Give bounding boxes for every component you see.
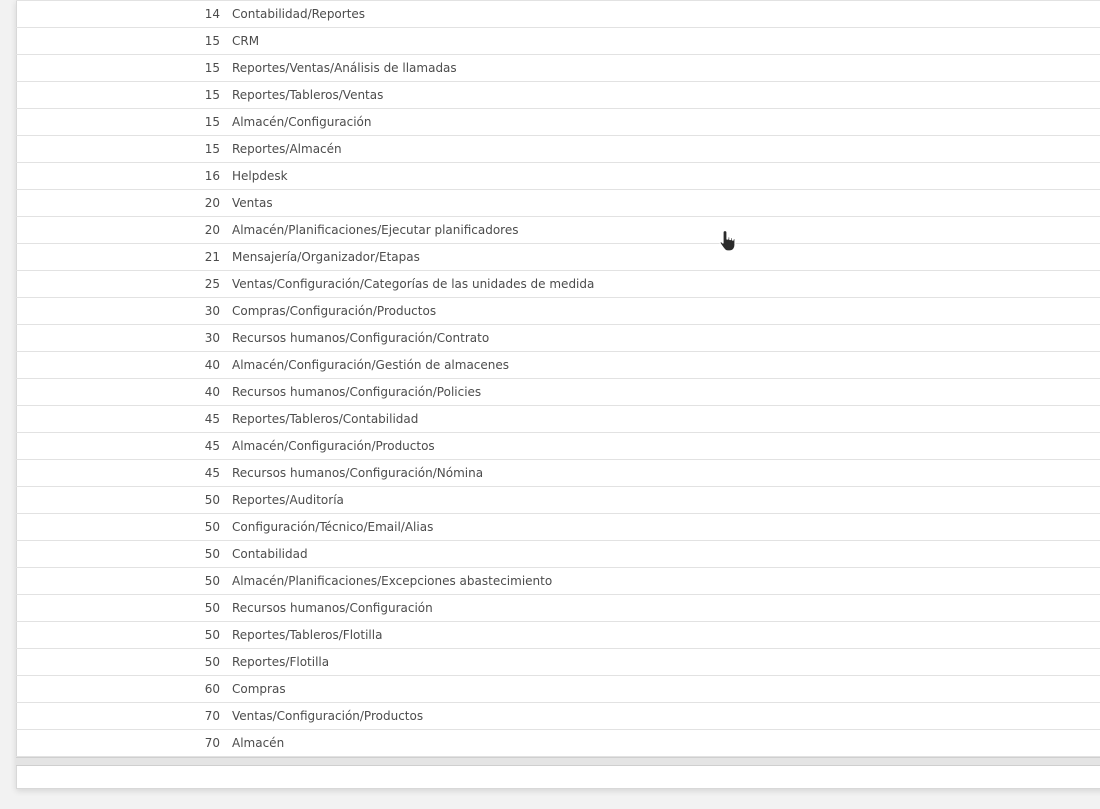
table-row[interactable] — [16, 514, 1100, 541]
table-row[interactable] — [16, 325, 1100, 352]
table-row[interactable] — [16, 568, 1100, 595]
table-row[interactable] — [16, 703, 1100, 730]
sequence-cell: 50 — [204, 547, 220, 561]
table-row[interactable] — [16, 541, 1100, 568]
menu-list-table — [16, 0, 1100, 766]
table-row[interactable] — [16, 352, 1100, 379]
sequence-cell: 14 — [204, 7, 220, 21]
sequence-cell: 45 — [204, 412, 220, 426]
menu-name-cell: Recursos humanos/Configuración/Policies — [232, 385, 482, 399]
table-footer — [16, 757, 1100, 766]
menu-name-cell: Mensajería/Organizador/Etapas — [232, 250, 420, 264]
menu-name-cell: Compras/Configuración/Productos — [232, 304, 437, 318]
menu-name-cell: Reportes/Auditoría — [232, 493, 344, 507]
table-row[interactable] — [16, 460, 1100, 487]
sequence-cell: 40 — [204, 358, 220, 372]
menu-name-cell: CRM — [232, 34, 260, 48]
menu-name-cell: Reportes/Tableros/Ventas — [232, 88, 384, 102]
table-row[interactable] — [16, 136, 1100, 163]
table-row[interactable] — [16, 190, 1100, 217]
sequence-cell: 20 — [204, 196, 220, 210]
sequence-cell: 50 — [204, 628, 220, 642]
sequence-cell: 25 — [204, 277, 220, 291]
sequence-cell: 30 — [204, 304, 220, 318]
sequence-cell: 15 — [204, 61, 220, 75]
sequence-cell: 60 — [204, 682, 220, 696]
menu-name-cell: Recursos humanos/Configuración — [232, 601, 433, 615]
menu-name-cell: Almacén/Planificaciones/Ejecutar planificadores — [232, 223, 519, 237]
sequence-cell: 50 — [204, 601, 220, 615]
menu-name-cell: Ventas/Configuración/Productos — [232, 709, 424, 723]
sequence-cell: 50 — [204, 655, 220, 669]
menu-name-cell: Reportes/Almacén — [232, 142, 342, 156]
hand-pointer-icon — [718, 229, 740, 253]
menu-name-cell: Helpdesk — [232, 169, 288, 183]
sequence-cell: 15 — [204, 88, 220, 102]
menu-name-cell: Almacén/Configuración/Gestión de almacenes — [232, 358, 510, 372]
menu-name-cell: Contabilidad — [232, 547, 308, 561]
menu-name-cell: Ventas/Configuración/Categorías de las unidades de medida — [232, 277, 595, 291]
sequence-cell: 21 — [204, 250, 220, 264]
menu-name-cell: Ventas — [232, 196, 273, 210]
sequence-cell: 45 — [204, 439, 220, 453]
table-row[interactable] — [16, 622, 1100, 649]
table-row[interactable] — [16, 163, 1100, 190]
menu-name-cell: Reportes/Tableros/Contabilidad — [232, 412, 419, 426]
sequence-cell: 40 — [204, 385, 220, 399]
sequence-cell: 70 — [204, 709, 220, 723]
sequence-cell: 50 — [204, 520, 220, 534]
table-row[interactable] — [16, 109, 1100, 136]
table-row[interactable] — [16, 730, 1100, 757]
sequence-cell: 15 — [204, 34, 220, 48]
menu-name-cell: Almacén — [232, 736, 285, 750]
table-row[interactable] — [16, 217, 1100, 244]
menu-name-cell: Reportes/Tableros/Flotilla — [232, 628, 383, 642]
menu-name-cell: Reportes/Ventas/Análisis de llamadas — [232, 61, 457, 75]
sequence-cell: 50 — [204, 574, 220, 588]
sequence-cell: 45 — [204, 466, 220, 480]
table-row[interactable] — [16, 55, 1100, 82]
table-row[interactable] — [16, 676, 1100, 703]
menu-name-cell: Reportes/Flotilla — [232, 655, 330, 669]
sequence-cell: 15 — [204, 142, 220, 156]
sequence-cell: 70 — [204, 736, 220, 750]
table-row[interactable] — [16, 244, 1100, 271]
sequence-cell: 16 — [204, 169, 220, 183]
table-row[interactable] — [16, 649, 1100, 676]
table-row[interactable] — [16, 406, 1100, 433]
table-row[interactable] — [16, 433, 1100, 460]
menu-name-cell: Recursos humanos/Configuración/Contrato — [232, 331, 490, 345]
table-row[interactable] — [16, 487, 1100, 514]
table-body — [16, 1, 1100, 757]
table-row[interactable] — [16, 1, 1100, 28]
menu-name-cell: Configuración/Técnico/Email/Alias — [232, 520, 434, 534]
menu-name-cell: Almacén/Planificaciones/Excepciones abastecimiento — [232, 574, 553, 588]
table-row[interactable] — [16, 82, 1100, 109]
menu-name-cell: Almacén/Configuración/Productos — [232, 439, 435, 453]
table-row[interactable] — [16, 595, 1100, 622]
table-row[interactable] — [16, 271, 1100, 298]
menu-name-cell: Contabilidad/Reportes — [232, 7, 366, 21]
menu-name-cell: Recursos humanos/Configuración/Nómina — [232, 466, 484, 480]
menu-name-cell: Almacén/Configuración — [232, 115, 372, 129]
table-row[interactable] — [16, 379, 1100, 406]
menu-name-cell: Compras — [232, 682, 286, 696]
sequence-cell: 30 — [204, 331, 220, 345]
sequence-cell: 20 — [204, 223, 220, 237]
table-row[interactable] — [16, 28, 1100, 55]
table-row[interactable] — [16, 298, 1100, 325]
sequence-cell: 50 — [204, 493, 220, 507]
sequence-cell: 15 — [204, 115, 220, 129]
